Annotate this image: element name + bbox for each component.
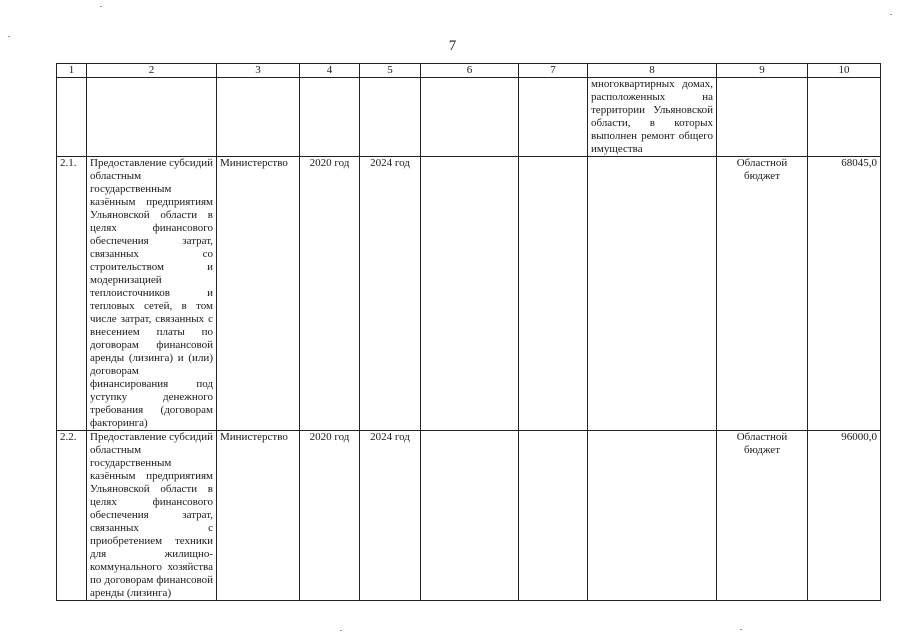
funding-source: Областной бюджет [717, 157, 808, 431]
column-number: 4 [300, 64, 360, 78]
table-cell [808, 78, 881, 157]
measure-description: Предоставление субсидий областным государственным казённым предприятиям Ульяновской области в целях финансового обеспечения затрат, связанных с приобретением техники для жилищно-коммунального хозяйства по договорам финансовой аренды (лизинга) [87, 431, 217, 601]
table-cell [519, 431, 588, 601]
table-cell [421, 431, 519, 601]
end-year: 2024 год [360, 431, 421, 601]
table-cell [519, 78, 588, 157]
table-cell [519, 157, 588, 431]
row-number: 2.2. [57, 431, 87, 601]
scan-speck [8, 36, 10, 37]
table-cell [588, 431, 717, 601]
executor: Министерство [217, 157, 300, 431]
table-cell [300, 78, 360, 157]
scan-speck [340, 630, 342, 631]
scan-speck [100, 6, 102, 7]
scan-speck [740, 629, 742, 630]
column-number: 1 [57, 64, 87, 78]
column-number: 6 [421, 64, 519, 78]
table-row [57, 431, 881, 601]
funding-amount: 96000,0 [808, 431, 881, 601]
table-cell [588, 157, 717, 431]
executor: Министерство [217, 431, 300, 601]
table-cell [421, 78, 519, 157]
start-year: 2020 год [300, 157, 360, 431]
column-number: 5 [360, 64, 421, 78]
measure-description: Предоставление субсидий областным государственным казённым предприятиям Ульяновской области в целях финансового обеспечения затрат, связанных со строительством и модернизацией теплоисточников и тепловых сетей, в том числе затрат, связанных с внесением платы по договорам финансовой аренды (лизинга) и (или) договорам финансирования под уступку денежного требования (договорам факторинга) [87, 157, 217, 431]
table-row [57, 157, 881, 431]
column-number: 3 [217, 64, 300, 78]
end-year: 2024 год [360, 157, 421, 431]
column-number: 9 [717, 64, 808, 78]
scan-speck [890, 14, 892, 15]
column-number: 10 [808, 64, 881, 78]
page-number: 7 [448, 38, 457, 54]
table-cell [421, 157, 519, 431]
table-cell [57, 78, 87, 157]
indicator-text-continued: многоквартирных домах, расположенных на территории Ульяновской области, в которых выполнен ремонт общего имущества [588, 78, 717, 157]
column-number: 2 [87, 64, 217, 78]
column-number-row [57, 64, 881, 78]
continuation-row [57, 78, 881, 157]
table-cell [360, 78, 421, 157]
funding-source: Областной бюджет [717, 431, 808, 601]
table-cell [87, 78, 217, 157]
table-cell [717, 78, 808, 157]
funding-amount: 68045,0 [808, 157, 881, 431]
column-number: 8 [588, 64, 717, 78]
table-cell [217, 78, 300, 157]
row-number: 2.1. [57, 157, 87, 431]
column-number: 7 [519, 64, 588, 78]
start-year: 2020 год [300, 431, 360, 601]
program-table [56, 63, 881, 601]
